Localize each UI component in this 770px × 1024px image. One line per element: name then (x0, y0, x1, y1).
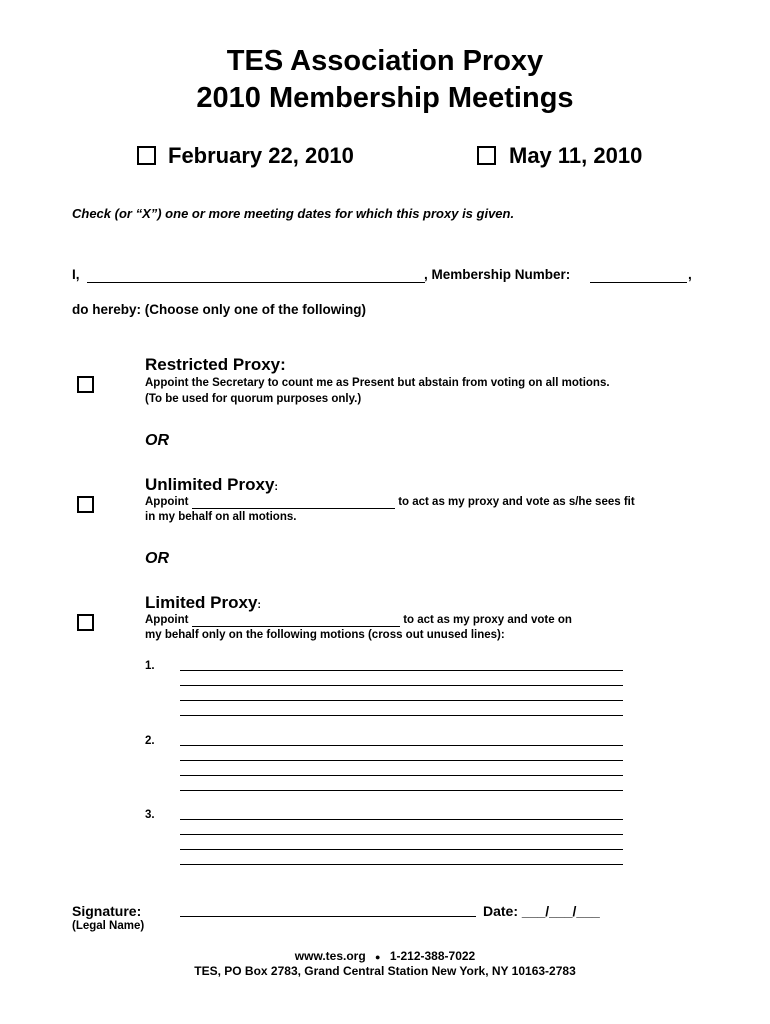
date2-checkbox[interactable] (477, 146, 496, 165)
motion-3-label: 3. (145, 809, 155, 821)
unlimited-proxy-title: Unlimited Proxy (145, 475, 275, 494)
unlimited-proxy-name-line[interactable] (192, 508, 395, 509)
unlimited-proxy-heading (145, 475, 278, 495)
form-title-line2: 2010 Membership Meetings (196, 82, 574, 114)
limited-proxy-name-line[interactable] (192, 626, 400, 627)
motion-3-line-4[interactable] (180, 864, 623, 865)
limited-proxy-line1 (145, 613, 685, 629)
form-title-line1: TES Association Proxy (226, 45, 544, 77)
date-field[interactable] (483, 903, 600, 919)
motion-2-line-3[interactable] (180, 775, 623, 776)
signature-label: Signature: (72, 903, 142, 919)
legal-name-label: (Legal Name) (72, 920, 145, 932)
limited-proxy-text2: my behalf only on the following motions (cross out unused lines): (145, 629, 505, 641)
member-suffix: , (688, 267, 692, 282)
unlimited-proxy-text2: in my behalf on all motions. (145, 511, 297, 523)
restricted-proxy-text2: (To be used for quorum purposes only.) (145, 393, 362, 405)
motion-2-label: 2. (145, 735, 155, 747)
footer-website: www.tes.org (294, 949, 366, 963)
motion-3-line-3[interactable] (180, 849, 623, 850)
motion-2-line-1[interactable] (180, 745, 623, 746)
motion-2-line-4[interactable] (180, 790, 623, 791)
unlimited-appoint-label: Appoint (145, 496, 189, 508)
membership-number-label: , Membership Number: (424, 267, 571, 282)
restricted-proxy-text1: Appoint the Secretary to count me as Present but abstain from voting on all motions. (145, 377, 610, 389)
date2-label: May 11, 2010 (509, 143, 643, 168)
motion-3-line-2[interactable] (180, 834, 623, 835)
or-separator-2: OR (145, 550, 169, 567)
limited-proxy-title: Limited Proxy (145, 593, 258, 612)
member-prefix: I, (72, 267, 80, 282)
instruction-text: Check (or “X”) one or more meeting dates for which this proxy is given. (72, 206, 515, 221)
motion-3-line-1[interactable] (180, 819, 623, 820)
unlimited-proxy-checkbox[interactable] (77, 496, 94, 513)
limited-proxy-text-rest: to act as my proxy and vote on (400, 614, 572, 626)
unlimited-proxy-text-rest: to act as my proxy and vote as s/he sees fit (395, 496, 635, 508)
limited-proxy-colon: : (257, 599, 262, 611)
motion-1-line-4[interactable] (180, 715, 623, 716)
choose-text: do hereby: (Choose only one of the following) (72, 302, 366, 317)
restricted-proxy-heading: Restricted Proxy: (145, 355, 286, 374)
signature-field-line[interactable] (180, 916, 476, 917)
membership-number-field-line[interactable] (590, 282, 687, 283)
date1-label: February 22, 2010 (168, 143, 354, 168)
date-label: Date: (483, 903, 522, 919)
unlimited-proxy-colon: : (274, 481, 279, 493)
motion-1-line-1[interactable] (180, 670, 623, 671)
footer-phone: 1-212-388-7022 (389, 949, 476, 963)
motion-1-line-2[interactable] (180, 685, 623, 686)
or-separator-1: OR (145, 432, 169, 449)
date1-checkbox[interactable] (137, 146, 156, 165)
name-field-line[interactable] (87, 282, 425, 283)
limited-proxy-heading (145, 593, 261, 613)
member-line (72, 267, 712, 287)
limited-appoint-label: Appoint (145, 614, 189, 626)
restricted-proxy-checkbox[interactable] (77, 376, 94, 393)
footer-bullet-icon: ● (375, 952, 381, 962)
unlimited-proxy-line1 (145, 495, 685, 511)
motion-2-line-2[interactable] (180, 760, 623, 761)
footer-contact (0, 949, 770, 963)
footer-address: TES, PO Box 2783, Grand Central Station New York, NY 10163-2783 (194, 964, 576, 978)
motion-1-line-3[interactable] (180, 700, 623, 701)
motion-1-label: 1. (145, 660, 155, 672)
date-blank[interactable]: ___/___/___ (521, 903, 600, 919)
limited-proxy-checkbox[interactable] (77, 614, 94, 631)
